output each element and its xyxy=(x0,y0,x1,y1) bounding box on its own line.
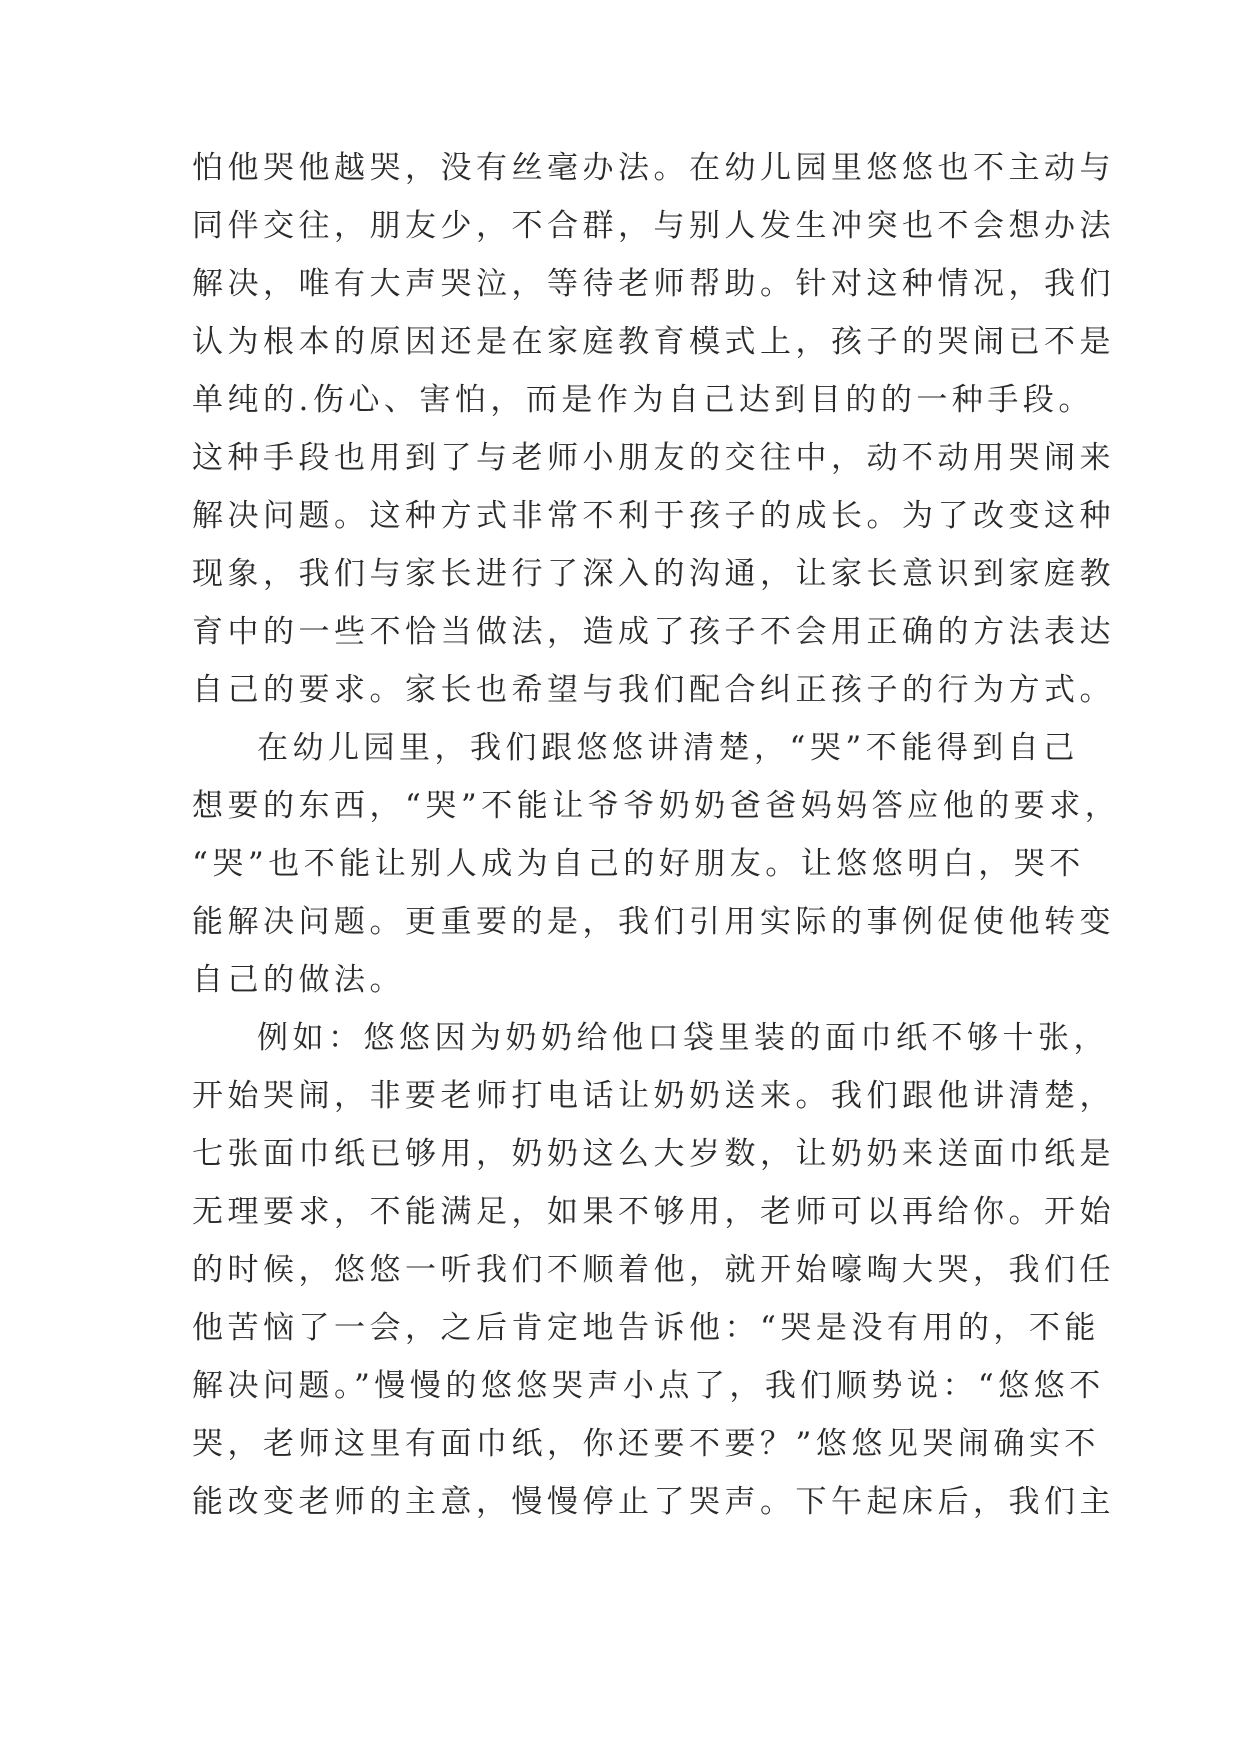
text-line: 自己的做法。 xyxy=(192,962,405,998)
paragraph-first-line: 在幼儿园里，我们跟悠悠讲清楚，“哭”不能得到自己 xyxy=(257,730,1079,766)
text-line: 这种手段也用到了与老师小朋友的交往中，动不动用哭闹来 xyxy=(192,440,1115,476)
text-line: 开始哭闹，非要老师打电话让奶奶送来。我们跟他讲清楚， xyxy=(192,1078,1115,1114)
text-line: 哭，老师这里有面巾纸，你还要不要？”悠悠见哭闹确实不 xyxy=(192,1426,1100,1462)
text-line: 能解决问题。更重要的是，我们引用实际的事例促使他转变 xyxy=(192,904,1115,940)
text-line: 认为根本的原因还是在家庭教育模式上，孩子的哭闹已不是 xyxy=(192,324,1115,360)
text-line: 同伴交往，朋友少，不合群，与别人发生冲突也不会想办法 xyxy=(192,208,1115,244)
text-line: 解决，唯有大声哭泣，等待老师帮助。针对这种情况，我们 xyxy=(192,266,1115,302)
text-line: 解决问题。这种方式非常不利于孩子的成长。为了改变这种 xyxy=(192,498,1115,534)
text-line: 的时候，悠悠一听我们不顺着他，就开始嚎啕大哭，我们任 xyxy=(192,1252,1115,1288)
text-line: 现象，我们与家长进行了深入的沟通，让家长意识到家庭教 xyxy=(192,556,1115,592)
text-line: 想要的东西，“哭”不能让爷爷奶奶爸爸妈妈答应他的要求， xyxy=(192,788,1121,824)
paragraph-first-line: 例如：悠悠因为奶奶给他口袋里装的面巾纸不够十张， xyxy=(257,1020,1109,1056)
text-line: “哭”也不能让别人成为自己的好朋友。让悠悠明白，哭不 xyxy=(192,846,1085,882)
text-line: 他苦恼了一会，之后肯定地告诉他：“哭是没有用的，不能 xyxy=(192,1310,1100,1346)
text-line: 自己的要求。家长也希望与我们配合纠正孩子的行为方式。 xyxy=(192,672,1115,708)
text-line: 怕他哭他越哭，没有丝毫办法。在幼儿园里悠悠也不主动与 xyxy=(192,150,1115,186)
text-line: 单纯的.伤心、害怕，而是作为自己达到目的的一种手段。 xyxy=(192,382,1094,418)
text-line: 育中的一些不恰当做法，造成了孩子不会用正确的方法表达 xyxy=(192,614,1115,650)
text-line: 七张面巾纸已够用，奶奶这么大岁数，让奶奶来送面巾纸是 xyxy=(192,1136,1115,1172)
text-line: 能改变老师的主意，慢慢停止了哭声。下午起床后，我们主 xyxy=(192,1484,1115,1520)
text-line: 解决问题。”慢慢的悠悠哭声小点了，我们顺势说：“悠悠不 xyxy=(192,1368,1105,1404)
text-line: 无理要求，不能满足，如果不够用，老师可以再给你。开始 xyxy=(192,1194,1115,1230)
